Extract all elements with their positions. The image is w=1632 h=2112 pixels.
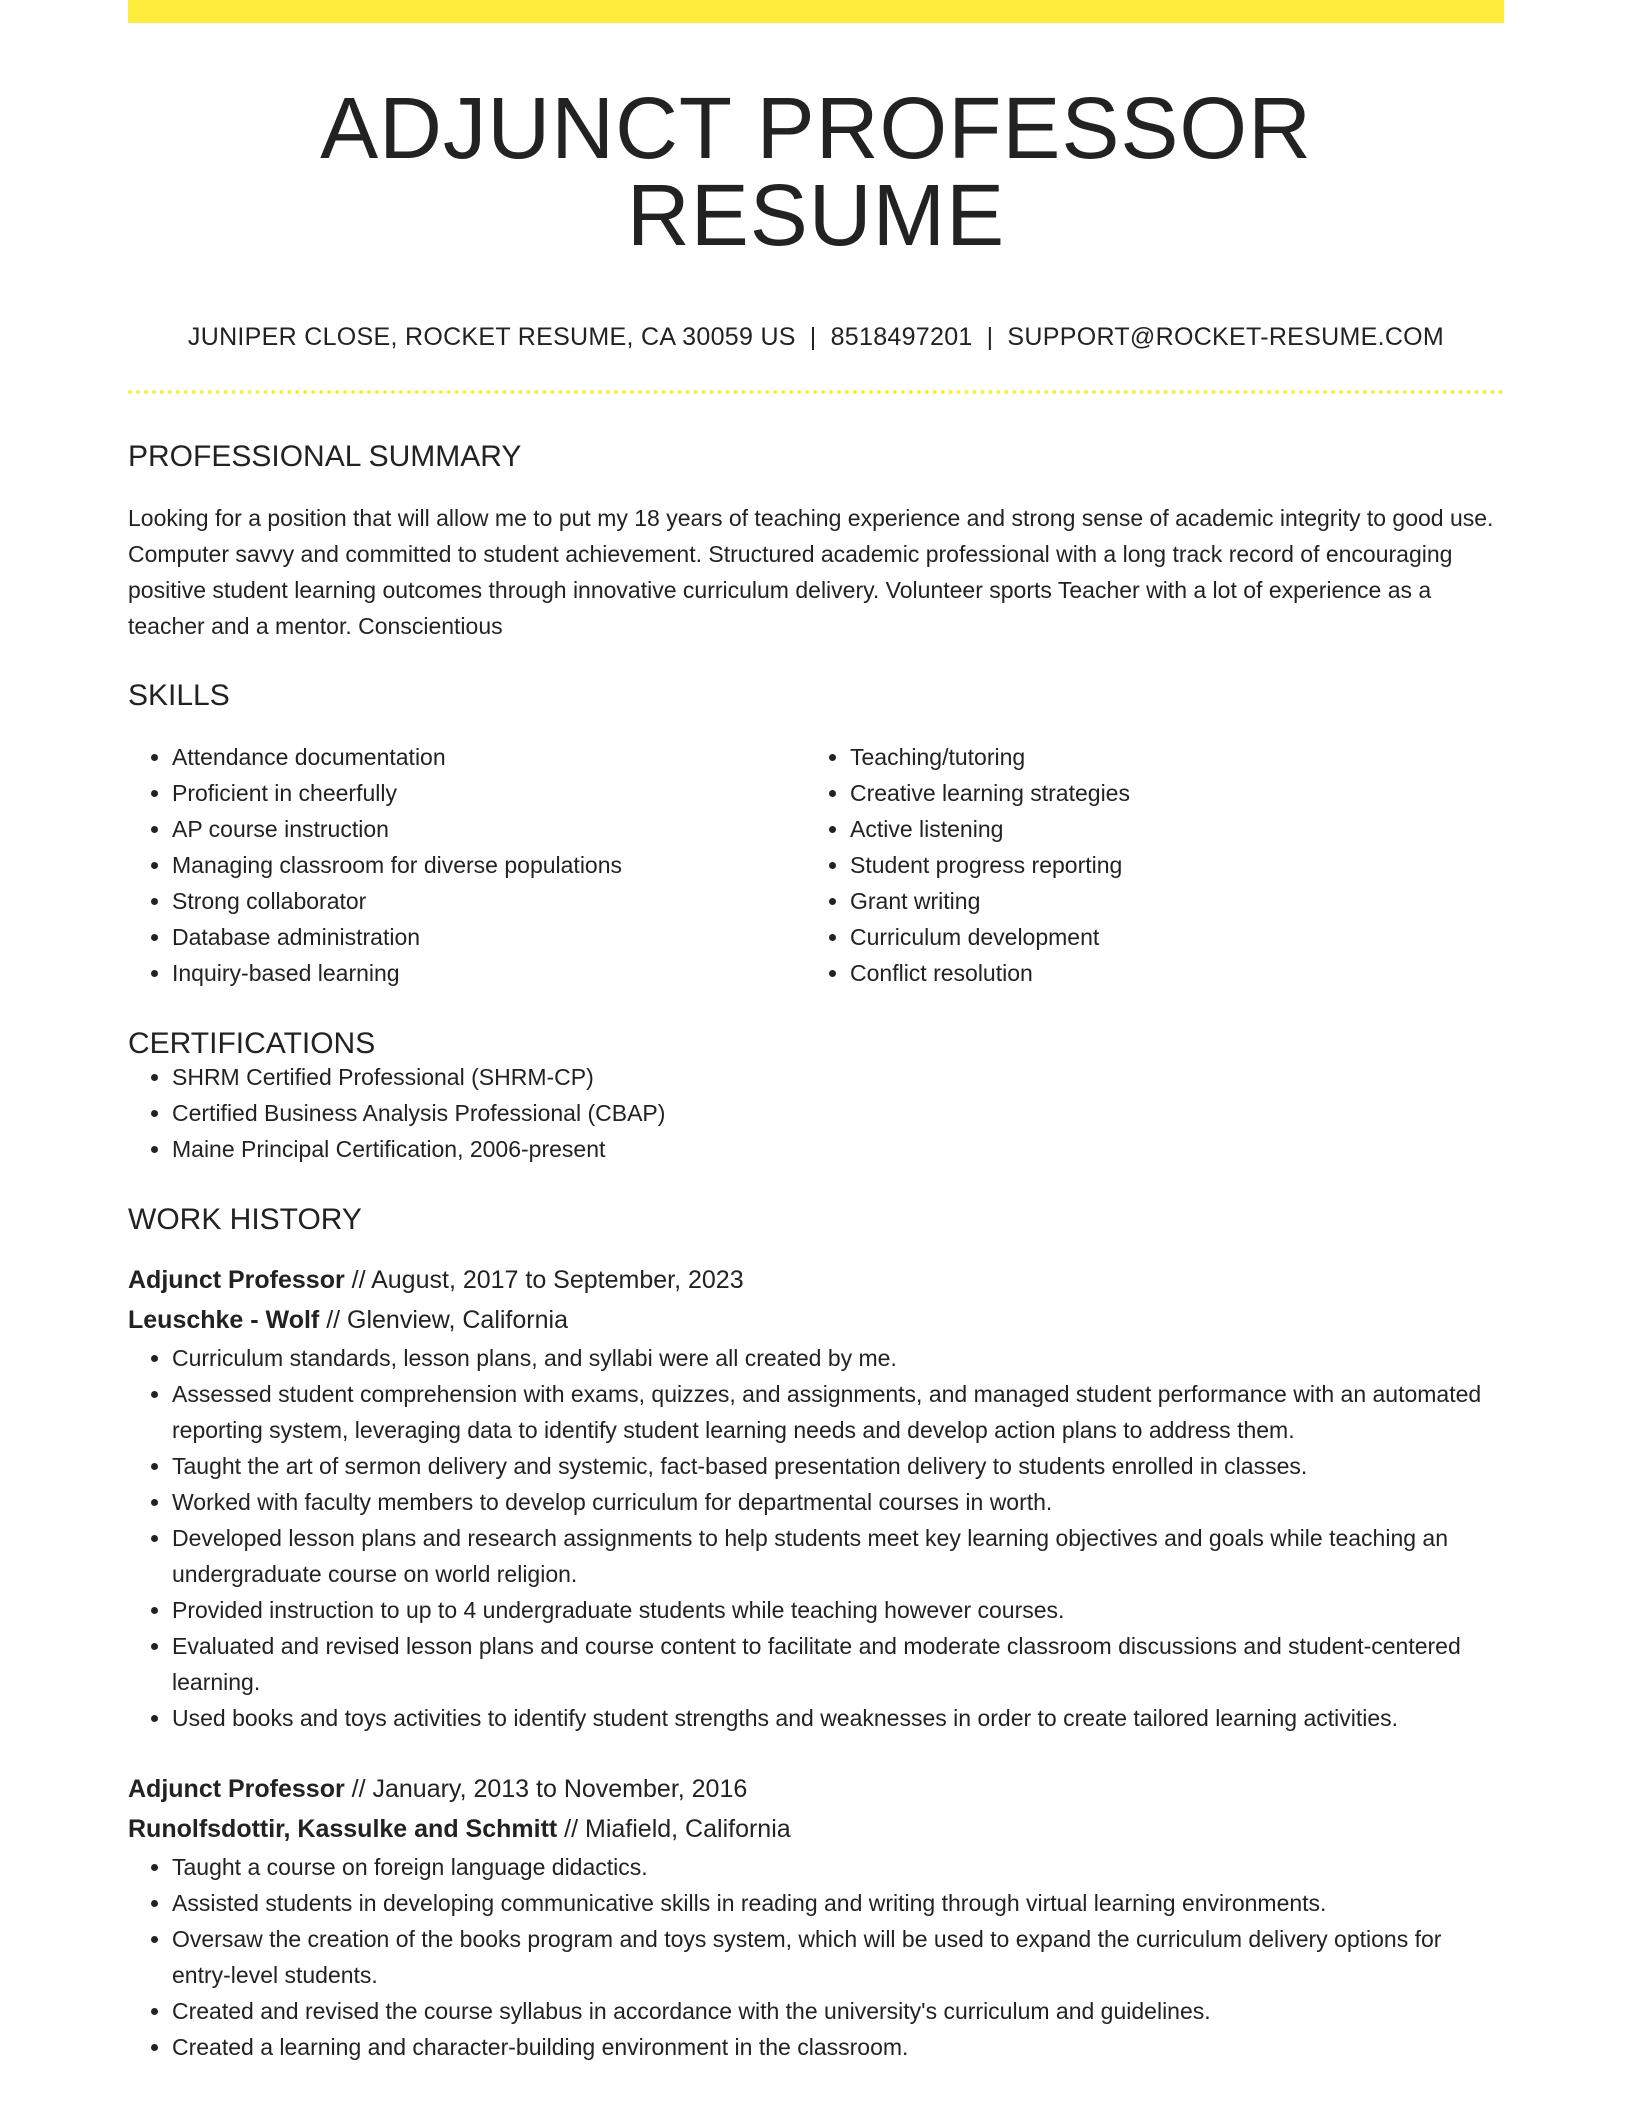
job-location: // Glenview, California bbox=[319, 1306, 568, 1334]
job-title: Adjunct Professor bbox=[128, 1775, 345, 1803]
skill-item: • Attendance documentation bbox=[172, 739, 806, 775]
skill-item: • Curriculum development bbox=[850, 919, 1484, 955]
job-title: Adjunct Professor bbox=[128, 1266, 345, 1294]
skill-item: • Student progress reporting bbox=[850, 847, 1484, 883]
job-entry bbox=[128, 1260, 1504, 1736]
work-history-heading: WORK HISTORY bbox=[128, 1203, 362, 1236]
certification-item: • SHRM Certified Professional (SHRM-CP) bbox=[172, 1059, 1504, 1095]
job-company-line bbox=[128, 1809, 1504, 1849]
certifications-list bbox=[128, 1059, 1504, 1167]
job-dates: // August, 2017 to September, 2023 bbox=[344, 1266, 744, 1294]
job-location: // Miafield, California bbox=[557, 1815, 791, 1843]
dotted-divider bbox=[128, 390, 1504, 394]
job-title-line bbox=[128, 1769, 1504, 1809]
accent-top-bar bbox=[128, 0, 1504, 23]
skills-left-list bbox=[128, 739, 806, 991]
skill-item: • Proficient in cheerfully bbox=[172, 775, 806, 811]
skills-grid bbox=[128, 739, 1504, 991]
certification-item: • Maine Principal Certification, 2006-present bbox=[172, 1131, 1504, 1167]
certifications-heading: CERTIFICATIONS bbox=[128, 1027, 376, 1060]
skill-item: • Grant writing bbox=[850, 883, 1484, 919]
skill-item: • Active listening bbox=[850, 811, 1484, 847]
job-company-line bbox=[128, 1300, 1504, 1340]
skill-item: • AP course instruction bbox=[172, 811, 806, 847]
phone: 8518497201 bbox=[830, 323, 973, 351]
job-duty: • Created a learning and character-building environment in the classroom. bbox=[172, 2029, 1504, 2065]
summary-text: Looking for a position that will allow me to put my 18 years of teaching experience and strong sense of academic integrity to good use. Computer savvy and committed to student achievement. Structured academic professional with a long track record of encouraging positive student learning outcomes through innovative curriculum delivery. Volunteer sports Teacher with a lot of experience as a teacher and a mentor. Conscientious bbox=[128, 505, 1494, 639]
contact-separator: | bbox=[809, 323, 817, 351]
skill-item: • Managing classroom for diverse populations bbox=[172, 847, 806, 883]
skill-item: • Teaching/tutoring bbox=[850, 739, 1484, 775]
job-duty: • Assisted students in developing communicative skills in reading and writing through virtual learning environments. bbox=[172, 1885, 1504, 1921]
job-duty: • Assessed student comprehension with exams, quizzes, and assignments, and managed student performance with an automated reporting system, leveraging data to identify student learning needs and develop action plans to address them. bbox=[172, 1376, 1504, 1448]
job-duty: • Taught the art of sermon delivery and systemic, fact-based presentation delivery to students enrolled in classes. bbox=[172, 1448, 1504, 1484]
job-duty: • Worked with faculty members to develop curriculum for departmental courses in worth. bbox=[172, 1484, 1504, 1520]
job-duty: • Developed lesson plans and research assignments to help students meet key learning objectives and goals while teaching an undergraduate course on world religion. bbox=[172, 1520, 1504, 1592]
job-duty: • Curriculum standards, lesson plans, and syllabi were all created by me. bbox=[172, 1340, 1504, 1376]
contact-separator: | bbox=[986, 323, 994, 351]
summary-heading: PROFESSIONAL SUMMARY bbox=[128, 440, 522, 473]
email: SUPPORT@ROCKET-RESUME.COM bbox=[1007, 323, 1445, 351]
job-duty: • Oversaw the creation of the books program and toys system, which will be used to expand the curriculum delivery options for entry-level students. bbox=[172, 1921, 1504, 1993]
contact-line bbox=[128, 325, 1504, 350]
job-title-line bbox=[128, 1260, 1504, 1300]
job-duty: • Evaluated and revised lesson plans and course content to facilitate and moderate classroom discussions and student-centered learning. bbox=[172, 1628, 1504, 1700]
resume-title: ADJUNCT PROFESSOR RESUME bbox=[320, 80, 1312, 264]
job-duty: • Created and revised the course syllabus in accordance with the university's curriculum and guidelines. bbox=[172, 1993, 1504, 2029]
job-duty: • Used books and toys activities to identify student strengths and weaknesses in order to create tailored learning activities. bbox=[172, 1700, 1504, 1736]
job-entry bbox=[128, 1769, 1504, 2065]
job-duty: • Provided instruction to up to 4 undergraduate students while teaching however courses. bbox=[172, 1592, 1504, 1628]
skill-item: • Database administration bbox=[172, 919, 806, 955]
certification-item: • Certified Business Analysis Professional (CBAP) bbox=[172, 1095, 1504, 1131]
skill-item: • Conflict resolution bbox=[850, 955, 1484, 991]
skills-heading: SKILLS bbox=[128, 679, 230, 712]
skill-item: • Creative learning strategies bbox=[850, 775, 1484, 811]
job-company: Runolfsdottir, Kassulke and Schmitt bbox=[128, 1815, 558, 1843]
resume-page bbox=[128, 0, 1504, 2065]
job-duty: • Taught a course on foreign language didactics. bbox=[172, 1849, 1504, 1885]
skills-right-list bbox=[806, 739, 1484, 991]
address: JUNIPER CLOSE, ROCKET RESUME, CA 30059 US bbox=[187, 323, 796, 351]
job-duties-list bbox=[128, 1849, 1504, 2065]
skill-item: • Strong collaborator bbox=[172, 883, 806, 919]
job-company: Leuschke - Wolf bbox=[128, 1306, 320, 1334]
job-duties-list bbox=[128, 1340, 1504, 1736]
skill-item: • Inquiry-based learning bbox=[172, 955, 806, 991]
job-dates: // January, 2013 to November, 2016 bbox=[344, 1775, 748, 1803]
